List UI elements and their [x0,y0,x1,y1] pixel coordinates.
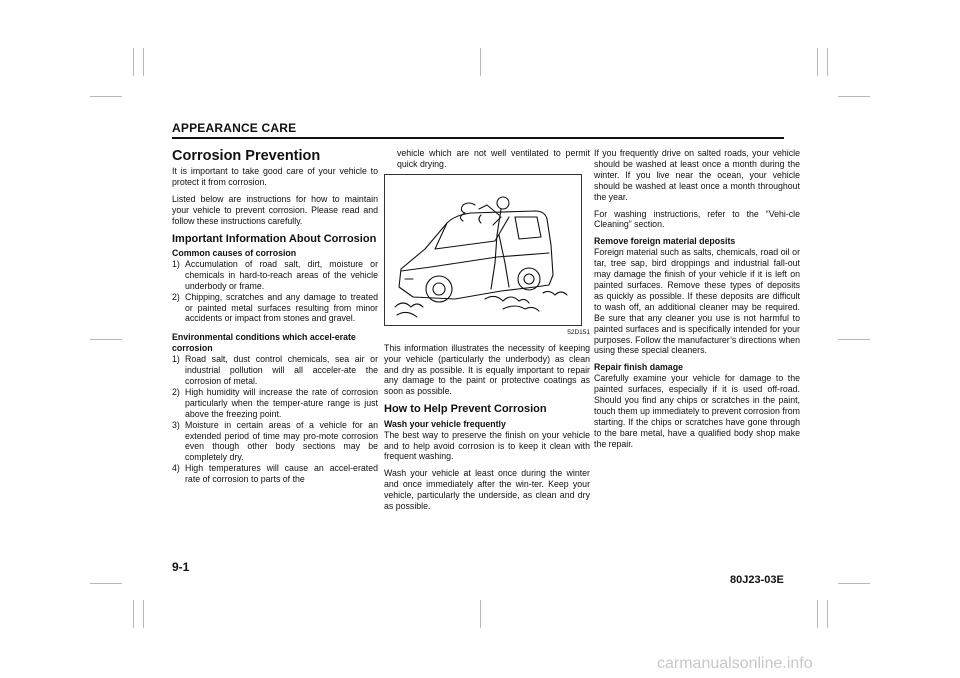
crop-mark [133,600,134,628]
paragraph-washing-reference: For washing instructions, refer to the “Vehi-cle Cleaning” section. [594,208,800,230]
list-item [172,420,378,464]
list-number: 4) [172,463,180,474]
crop-mark [480,600,481,628]
list-text: Chipping, scratches and any damage to treated or painted metal surfaces resulting from minor accidents or impact from stones and gravel. [185,291,378,324]
crop-mark [133,48,134,76]
document-code: 80J23-03E [730,574,784,586]
figure-code: 52D151 [567,328,590,336]
watermark: carmanualsonline.info [657,655,813,672]
crop-mark [90,583,122,584]
paragraph-salted-roads: If you frequently drive on salted roads, your vehicle should be washed at least once a month during the winter. If you live near the ocean, your vehicle should be washed at least once a month throughout the year. [594,148,800,202]
crop-mark [827,48,828,76]
section-header: APPEARANCE CARE [172,121,297,135]
list-text: Accumulation of road salt, dirt, moisture or chemicals in hard-to-reach areas of the vehicle underbody or frame. [185,258,378,291]
continued-paragraph: vehicle which are not well ventilated to permit quick drying. [397,148,590,169]
column-2 [384,148,590,518]
crop-mark [838,583,870,584]
crop-mark [838,339,870,340]
wash-paragraph-1: The best way to preserve the finish on your vehicle and to help avoid corrosion is to keep it clean with frequent washing. [384,429,590,462]
paragraph-repair-finish: Carefully examine your vehicle for damage to the painted surfaces, especially if it is used off-road. Should you find any chips or scratches in the paint, touch them up immediately to prevent corrosion from starting. If the chips or scratches have gone through to the bare metal, have a qualified body shop make the repair. [594,373,800,449]
crop-mark [143,600,144,628]
list-item [172,259,378,292]
list-number: 2) [172,291,180,302]
heading-environmental-conditions: Environmental conditions which accel-erate corrosion [172,332,356,354]
wash-paragraph-2: Wash your vehicle at least once during the winter and once immediately after the win-ter. Keep your vehicle, particularly the underside, as clean and dry as possible. [384,468,590,512]
crop-mark [817,600,818,628]
column-1 [172,148,378,485]
heading-common-causes: Common causes of corrosion [172,248,297,259]
car-washing-drawing [385,175,581,325]
list-number: 2) [172,386,180,397]
column-3 [594,148,800,456]
heading-repair-finish: Repair finish damage [594,362,683,373]
subtitle-prevent-corrosion: How to Help Prevent Corrosion [384,403,547,416]
car-washing-illustration [384,174,582,326]
list-text: High humidity will increase the rate of corrosion particularly when the temper-ature range is just above the freezing point. [185,386,378,419]
list-text: Moisture in certain areas of a vehicle for an extended period of time may pro-mote corrosion even though other body sections may be completely dry. [185,419,378,463]
crop-mark [90,96,122,97]
crop-mark [817,48,818,76]
list-item [172,354,378,387]
page-title: Corrosion Prevention [172,148,321,164]
list-number: 1) [172,354,180,365]
list-number: 3) [172,419,180,430]
crop-mark [143,48,144,76]
list-text: High temperatures will cause an accel-erated rate of corrosion to parts of the [185,463,378,485]
heading-wash-vehicle: Wash your vehicle frequently [384,418,506,429]
crop-mark [480,48,481,76]
list-number: 1) [172,258,180,269]
intro-paragraph-1: It is important to take good care of your vehicle to protect it from corrosion. [172,166,378,187]
heading-foreign-material: Remove foreign material deposits [594,236,736,247]
figure-caption: This information illustrates the necessity of keeping your vehicle (particularly the underbody) as clean and dry as possible. It is equally important to repair any damage to the paint or protective coatings as soon as possible. [384,342,590,397]
list-item [172,463,378,485]
paragraph-foreign-material: Foreign material such as salts, chemicals, road oil or tar, tree sap, bird droppings and industrial fall-out may damage the finish of your vehicle if it is left on painted surfaces. Remove these types of deposits as quickly as possible. If these deposits are difficult to wash off, an additional cleaner may be required. Be sure that any cleaner you use is not harmful to painted surfaces and is specifically intended for your purposes. Follow the manufacturer’s directions when using these special cleaners. [594,247,800,356]
subtitle-important-info: Important Information About Corrosion [172,232,377,245]
page-number: 9-1 [172,560,190,574]
list-item [172,387,378,420]
crop-mark [90,339,122,340]
list-text: Road salt, dust control chemicals, sea air or industrial pollution will all acceler-ate the corrosion of metal. [185,354,378,386]
crop-mark [827,600,828,628]
crop-mark [838,96,870,97]
header-rule [172,137,784,139]
list-item [172,292,378,325]
intro-paragraph-2: Listed below are instructions for how to maintain your vehicle to prevent corrosion. Please read and follow these instructions carefully. [172,193,378,226]
